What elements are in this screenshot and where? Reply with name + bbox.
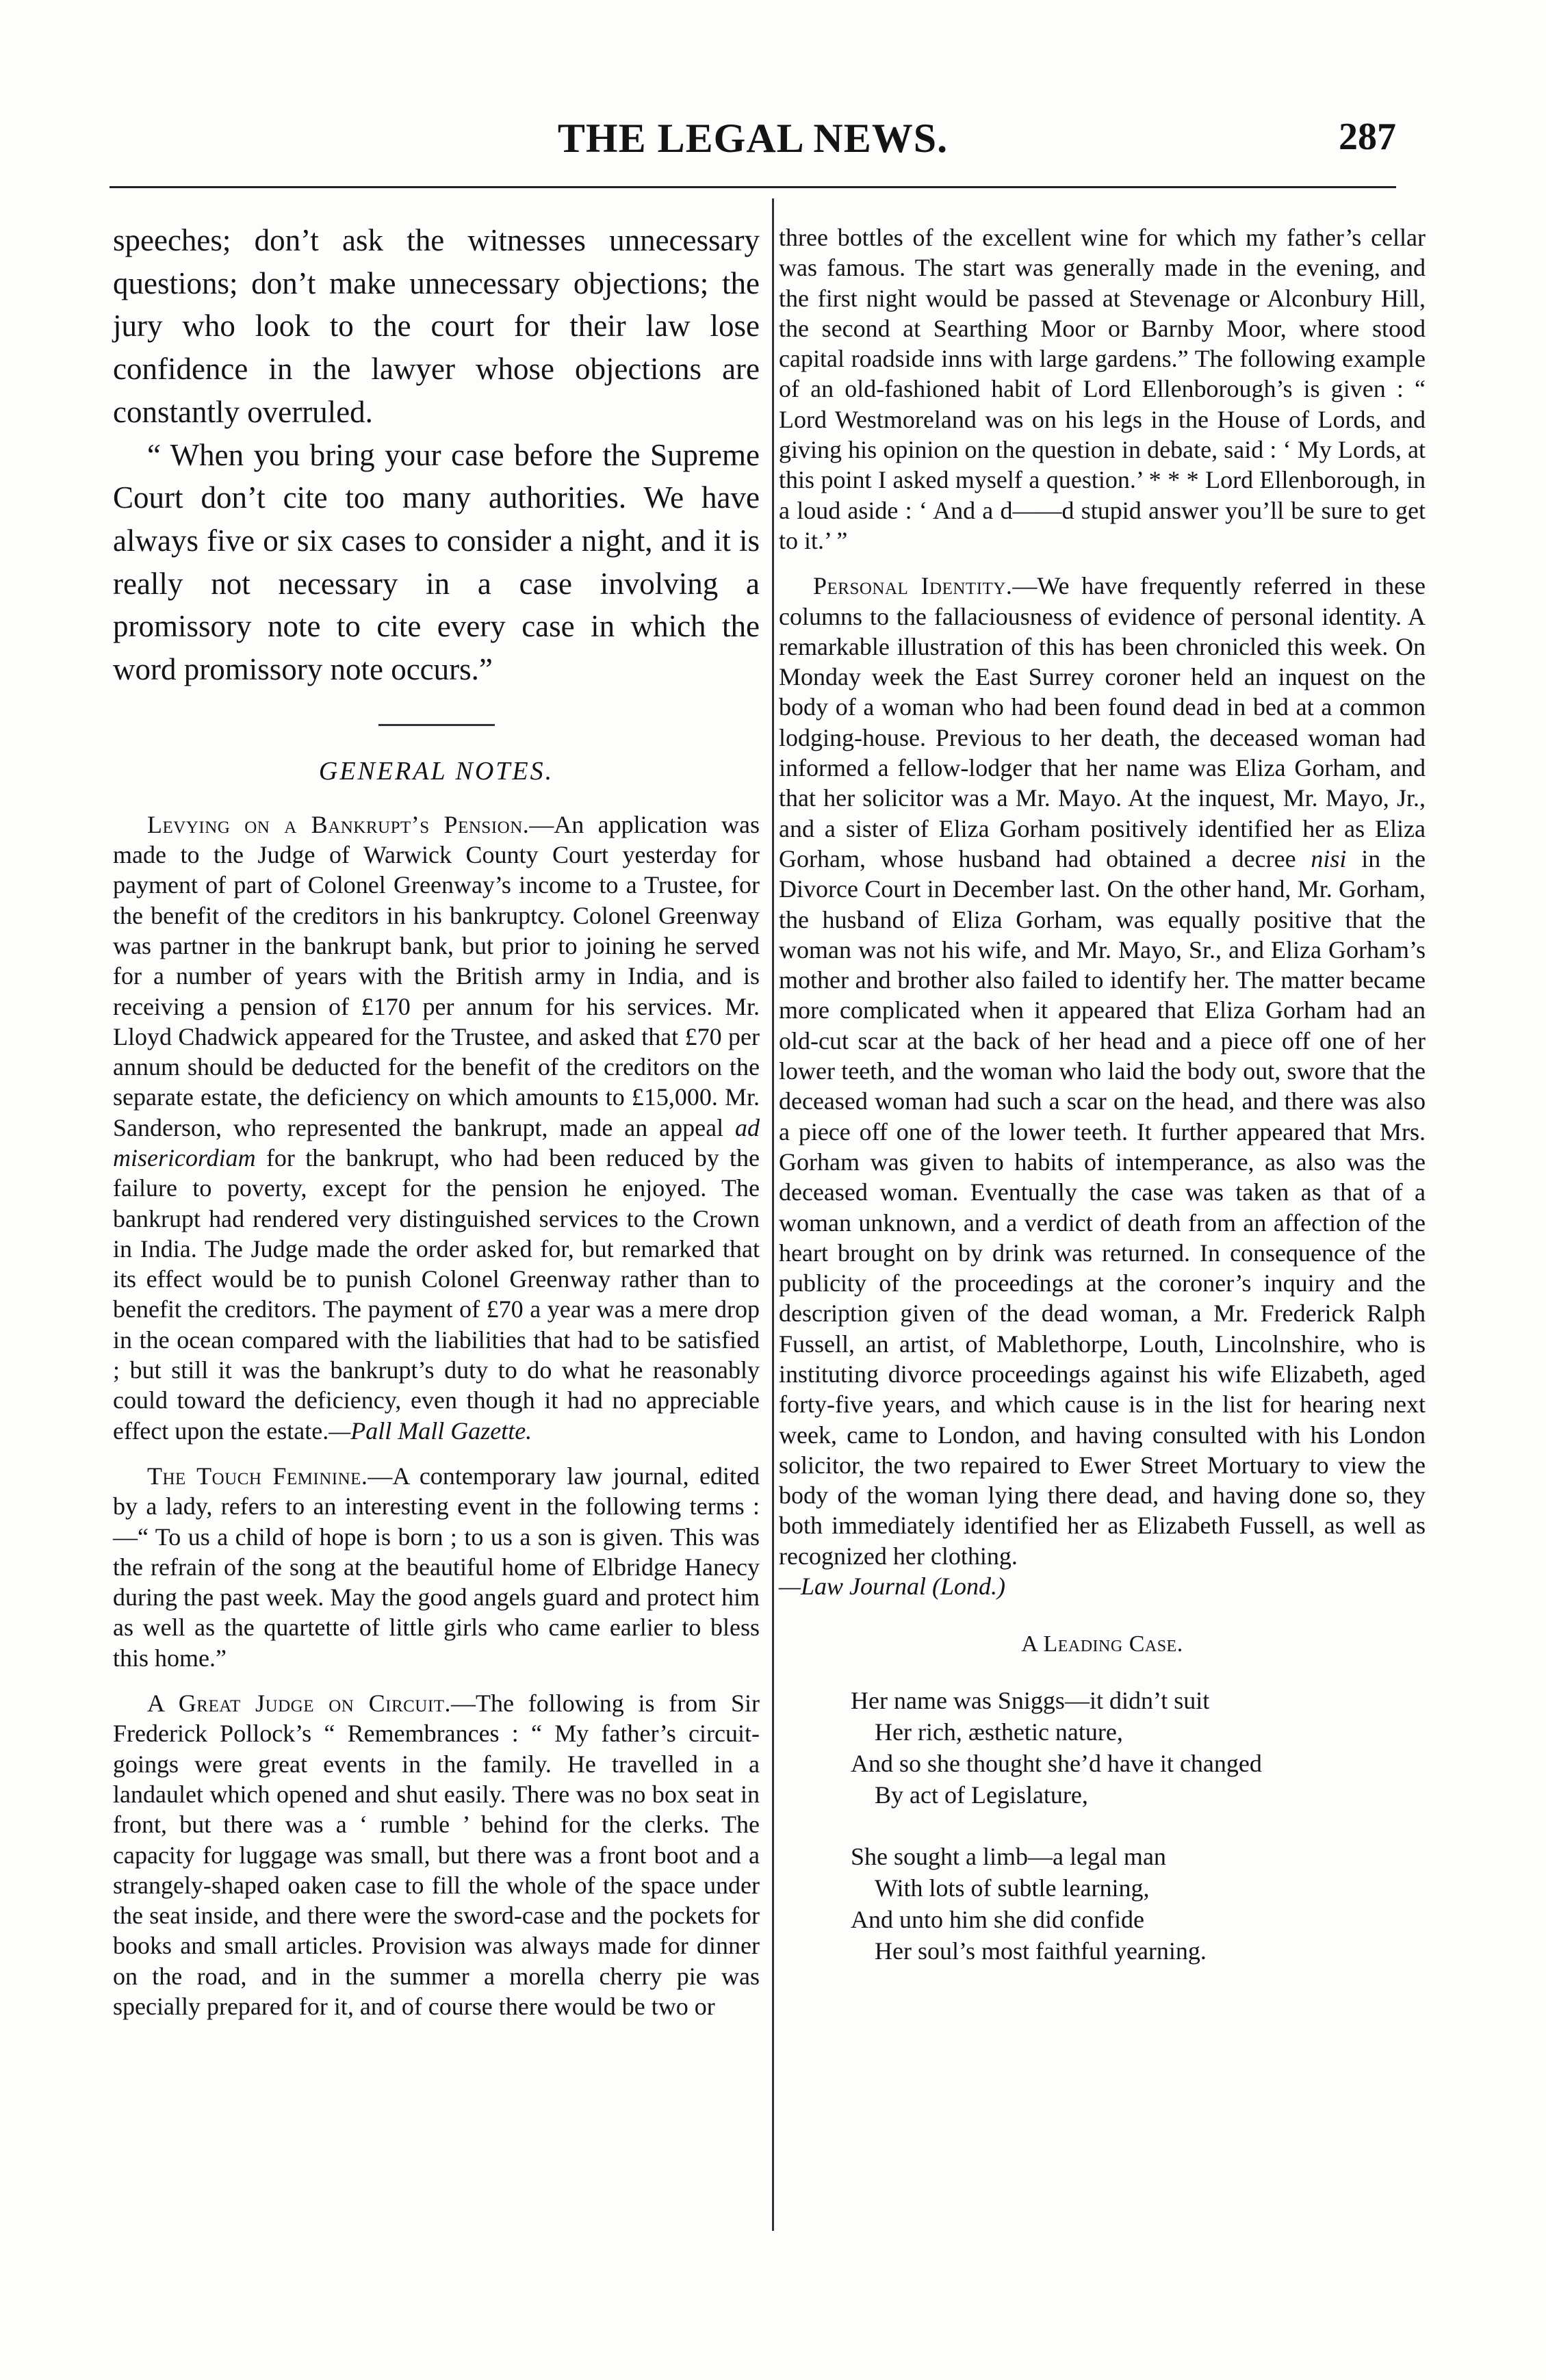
article-source: —Pall Mall Gazette. [328,1417,532,1445]
article-continuation: three bottles of the excellent wine for which my father’s cellar was famous. The start was generally made in the evening, and the first night would be passed at Stevenage or Alconbury Hill, the second at Searthing Moor or Barnby Moor, where stood capital roadside inns with large gardens.” The following example of an old-fashioned habit of Lord Ellenborough’s is given : “ Lord Westmoreland was on his legs in the House of Lords, and giving his opinion on the question in debate, said : ‘ My Lords, at this point I asked myself a question.’ * * * Lord Ellenborough, in a loud aside : ‘ And a d——d stupid answer you’ll be sure to get to it.’ ” [779,224,1426,554]
intro-paragraph-2: “ When you bring your case before the Supreme Court don’t cite too many authorities. We have always five or six cases to consider a night, and it is really not necessary in a case involving a promissory note to cite every case in which the word promissory note occurs.” [113,437,760,687]
latin-phrase: ad misericordiam [113,1113,760,1172]
article-body: —The following is from Sir Frederick Pollock’s “ Remembrances : “ My father’s circuit-goings were great events in the family. He travelled in a landaulet which opened and shut easily. There was no box seat in front, but there was a ‘ rumble ’ behind for the clerks. The capacity for luggage was small, but there was a front boot and a strangely-shaped oaken case to fill the whole of the space under the seat inside, and there were the sword-case and the pockets for books and small articles. Provision was always made for dinner on the road, and in the summer a morella cherry pie was specially prepared for it, and of course there would be two or [113,1690,760,2021]
page-header [109,109,1396,171]
poem-line: And so she thought she’d have it changed [851,1750,1262,1778]
poem-title: A Leading Case. [1021,1631,1183,1657]
article-body: —A contemporary law journal, edited by a lady, refers to an interesting event in the following terms :—“ To us a child of hope is born ; to us a son is given. This was the refrain of the song at the beautiful home of Elbridge Hanecy during the past week. May the good angels guard and protect him as well as the quartette of little girls who came earlier to bless this home.” [113,1462,760,1672]
article-body-continued: for the bankrupt, who had been reduced by the failure to poverty, except for the pension he enjoyed. The bankrupt had rendered very distinguished services to the Crown in India. The Judge made the order asked for, but remarked that its effect would be to punish Colonel Greenway rather than to benefit the creditors. The payment of £70 a year was a mere drop in the ocean compared with the liabilities that had to be satisfied ; but still it was the bankrupt’s duty to do what he reasonably could toward the deficiency, even though it had no appreciable effect upon the estate. [113,1144,760,1445]
poem-line: Her soul’s most faithful yearning. [875,1937,1207,1965]
poem-line: With lots of subtle learning, [875,1874,1150,1902]
section-title-general-notes: GENERAL NOTES. [318,756,554,786]
article-heading: Levying on a Bankrupt’s Pension. [147,810,530,838]
section-separator [378,724,495,726]
article-great-judge [113,1688,760,2021]
poem-stanza-2 [851,1841,1426,1967]
poem-line: Her name was Sniggs—it didn’t suit [851,1687,1210,1715]
article-heading: The Touch Feminine. [147,1462,368,1490]
article-heading: Personal Identity. [813,572,1013,600]
poem-line: Her rich, æsthetic nature, [875,1718,1123,1746]
poem-line: By act of Legislature, [875,1781,1088,1809]
article-heading: A Great Judge on Circuit. [147,1690,451,1718]
poem-stanza-1 [851,1685,1426,1811]
column-divider [772,198,774,2231]
article-bankrupt-pension [113,810,760,1446]
latin-word: nisi [1311,844,1347,872]
poem-line: She sought a limb—a legal man [851,1843,1166,1871]
header-rule [109,186,1396,188]
journal-title: THE LEGAL NEWS. [557,116,949,161]
article-personal-identity [779,571,1426,1601]
article-touch-feminine [113,1461,760,1673]
article-body: —We have frequently referred in these columns to the fallaciousness of evidence of personal identity. A remarkable illustration of this has been chronicled this week. On Monday week the East Surrey coroner held an inquest on the body of a woman who had been found dead in bed at a common lodging-house. Previous to her death, the deceased woman had informed a fellow-lodger that her name was Eliza Gorham, and that her solicitor was a Mr. Mayo. At the inquest, Mr. Mayo, Jr., and a sister of Eliza Gorham positively identified her as Eliza Gorham, whose husband had obtained a decree [779,572,1426,872]
article-body-continued: in the Divorce Court in December last. On the other hand, Mr. Gorham, the husband of Eliza Gorham, was equally positive that the woman was not his wife, and Mr. Mayo, Sr., and Eliza Gorham’s mother and brother also failed to identify her. The matter became more complicated when it appeared that Eliza Gorham had an old-cut scar at the back of her head and a piece off one of her lower teeth, and the woman who laid the body out, swore that the deceased woman had such a scar on the head, and there was also a piece off one of the lower teeth. It further appeared that Mrs. Gorham was given to habits of intemperance, as also was the deceased woman. Eventually the case was taken as that of a woman unknown, and a verdict of death from an affection of the heart brought on by drink was returned. In consequence of the publicity of the proceedings at the coroner’s inquiry and the description given of the dead woman, a Mr. Frederick Ralph Fussell, an artist, of Mablethorpe, Louth, Lincolnshire, who is instituting divorce proceedings against his wife Elizabeth, aged forty-five years, and which cause is in the list for hearing next week, came to London, and having consulted with his London solicitor, the two repaired to Ewer Street Mortuary to view the body of the woman lying there dead, and having done so, they both immediately identified her as Elizabeth Fussell, as well as recognized her clothing. [779,844,1426,1570]
poem-line: And unto him she did confide [851,1906,1144,1934]
right-column [779,222,1426,1997]
page-number: 287 [1339,116,1396,158]
article-source: —Law Journal (Lond.) [779,1573,1006,1601]
intro-paragraph-1: speeches; don’t ask the witnesses unnecessary questions; don’t make unnecessary objections; the jury who look to the court for their law lose confidence in the lawyer whose objections are constantly overruled. [113,223,760,429]
left-column [113,219,760,2036]
article-body: —An application was made to the Judge of Warwick County Court yesterday for payment of part of Colonel Greenway’s income to a Trustee, for the benefit of the creditors in his bankruptcy. Colonel Greenway was partner in the bankrupt bank, but prior to joining he served for a number of years with the British army in India, and is receiving a pension of £170 per annum for his services. Mr. Lloyd Chadwick appeared for the Trustee, and asked that £70 per annum should be deducted for the benefit of the creditors on the separate estate, the deficiency on which amounts to £15,000. Mr. Sanderson, who represented the bankrupt, made an appeal [113,810,760,1141]
